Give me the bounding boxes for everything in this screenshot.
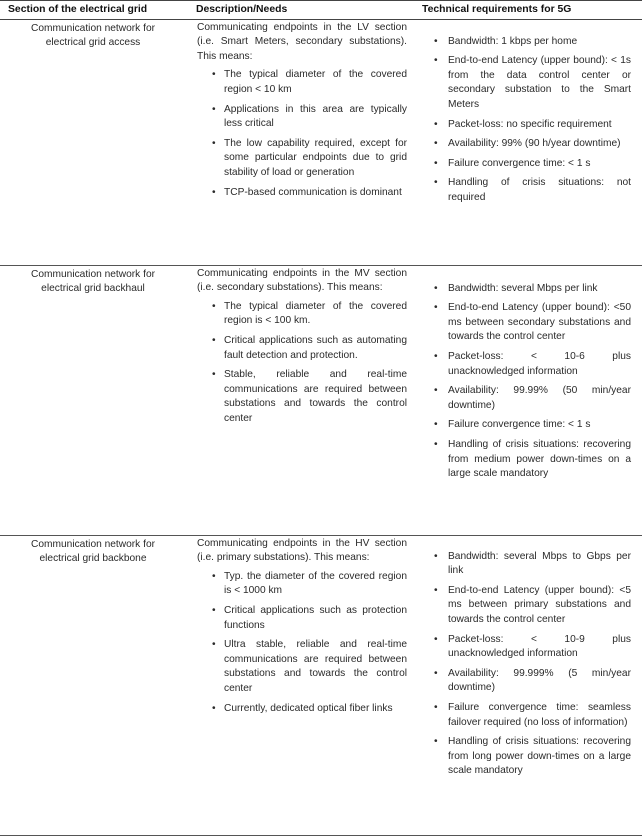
header-description: Description/Needs [190,1,412,20]
requirement-item: • Packet-loss: < 10-6 plus unacknowledged information [434,350,631,379]
needs-item: • Stable, reliable and real-time communications are required between substations and towards the control center [212,368,407,426]
section-cell: Communication network for electrical grid access [0,19,190,265]
requirements-cell [412,265,642,535]
requirement-item: • Availability: 99.999% (5 min/year downtime) [434,667,631,696]
description-intro: Communicating endpoints in the MV section (i.e. secondary substations). This means: [197,267,407,294]
requirements-list [434,35,631,206]
section-cell: Communication network for electrical grid backbone [0,535,190,835]
needs-list [197,68,407,200]
requirement-item: • Handling of crisis situations: recovering from medium power down-times on a large scale mandatory [434,438,631,482]
requirements-cell [412,19,642,265]
requirements-cell [412,535,642,835]
table-header-row [0,1,642,20]
needs-item: • The low capability required, except for some particular endpoints due to grid stability of load or generation [212,137,407,181]
requirement-item: • End-to-end Latency (upper bound): <5 ms between primary substations and towards the control center [434,584,631,628]
requirement-item: • Bandwidth: several Mbps to Gbps per link [434,550,631,579]
description-intro: Communicating endpoints in the LV section (i.e. Smart Meters, secondary substations). This means: [197,21,407,62]
needs-item: • Currently, dedicated optical fiber links [212,702,407,717]
requirement-item: • Failure convergence time: < 1 s [434,157,631,172]
requirement-item: • End-to-end Latency (upper bound): < 1s from the data control center or secondary substation to the Smart Meters [434,54,631,112]
needs-item: • Critical applications such as automating fault detection and protection. [212,334,407,363]
requirement-item: • Handling of crisis situations: recovering from long power down-times on a large scale mandatory [434,735,631,779]
table-row-grid-access [0,19,642,265]
needs-item: • The typical diameter of the covered region < 10 km [212,68,407,97]
description-cell [190,265,412,535]
requirement-item: • Packet-loss: no specific requirement [434,118,631,133]
needs-item: • Critical applications such as protection functions [212,604,407,633]
table-row-grid-backbone [0,535,642,835]
needs-list [197,570,407,716]
description-intro: Communicating endpoints in the HV section (i.e. primary substations). This means: [197,537,407,564]
requirement-item: • Packet-loss: < 10-9 plus unacknowledged information [434,633,631,662]
requirement-item: • Failure convergence time: < 1 s [434,418,631,433]
needs-item: • The typical diameter of the covered region is < 100 km. [212,300,407,329]
description-cell [190,19,412,265]
needs-item: • Typ. the diameter of the covered region is < 1000 km [212,570,407,599]
header-section: Section of the electrical grid [0,1,190,20]
requirements-list [434,550,631,779]
needs-item: • Ultra stable, reliable and real-time communications are required between substations and towards the control center [212,638,407,696]
needs-item: • Applications in this area are typically less critical [212,103,407,132]
needs-list [197,300,407,427]
needs-item: • TCP-based communication is dominant [212,186,407,201]
requirement-item: • End-to-end Latency (upper bound): <50 ms between secondary substations and towards the control center [434,301,631,345]
requirements-list [434,282,631,482]
header-requirements: Technical requirements for 5G [412,1,642,20]
description-cell [190,535,412,835]
section-cell: Communication network for electrical grid backhaul [0,265,190,535]
table-row-grid-backhaul [0,265,642,535]
requirement-item: • Bandwidth: several Mbps per link [434,282,631,297]
requirement-item: • Bandwidth: 1 kbps per home [434,35,631,50]
requirement-item: • Handling of crisis situations: not required [434,176,631,205]
requirement-item: • Availability: 99% (90 h/year downtime) [434,137,631,152]
requirement-item: • Availability: 99.99% (50 min/year downtime) [434,384,631,413]
requirement-item: • Failure convergence time: seamless failover required (no loss of information) [434,701,631,730]
